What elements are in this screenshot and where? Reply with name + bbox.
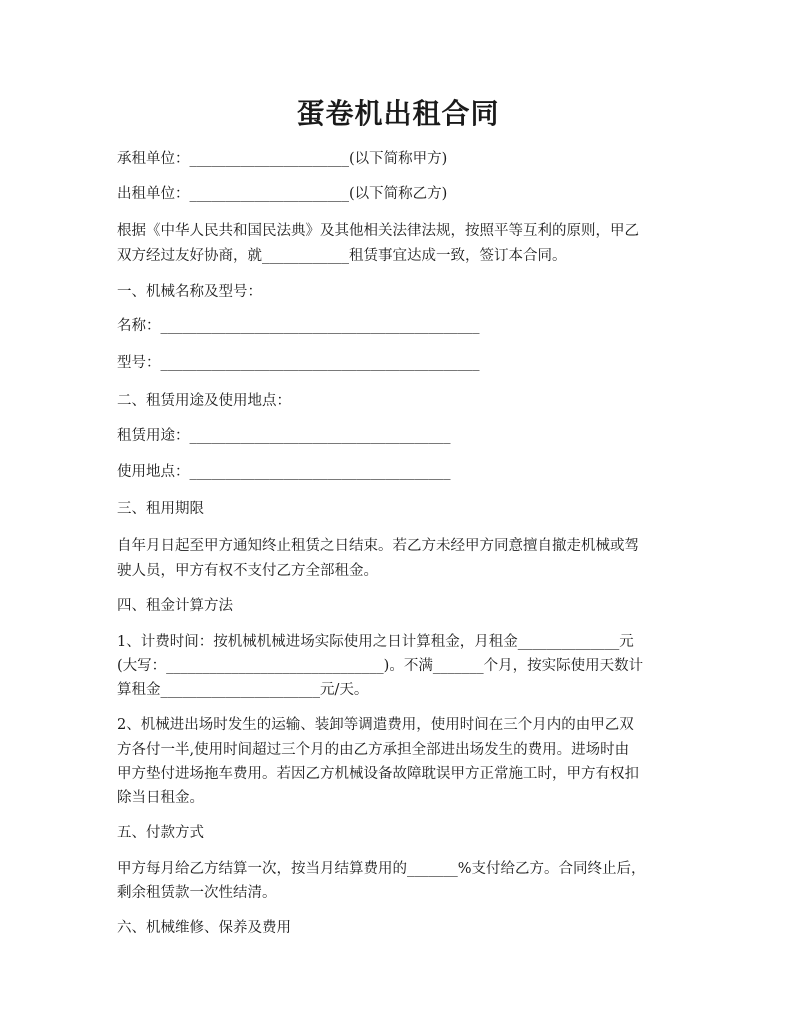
rent-clause-1-line-3: 算租金______________________元/天。	[117, 682, 369, 698]
rent-clause-2-line-3: 甲方垫付进场拖车费用。若因乙方机械设备故障耽误甲方正常施工时，甲方有权扣	[117, 766, 639, 782]
rent-clause-1-line-2: (大写：______________________________)。不满_______个月，按实际使用天数计	[117, 658, 644, 674]
lessee-line: 承租单位：______________________(以下简称甲方)	[117, 151, 448, 167]
payment-line-1: 甲方每月给乙方结算一次，按当月结算费用的_______%支付给乙方。合同终止后，	[117, 861, 646, 877]
preamble-line-2: 双方经过友好协商，就____________租赁事宜达成一致，签订本合同。	[117, 248, 567, 264]
rent-clause-1-line-1: 1、计费时间：按机械机械进场实际使用之日计算租金，月租金______________元	[117, 634, 634, 650]
rent-clause-2-line-1: 2、机械进出场时发生的运输、装卸等调遣费用，使用时间在三个月内的由甲乙双	[117, 717, 634, 733]
preamble-line-1: 根据《中华人民共和国民法典》及其他相关法律法规，按照平等互利的原则，甲乙	[117, 223, 639, 239]
usage-line: 租赁用途：____________________________________	[117, 428, 451, 444]
rent-clause-2-line-2: 方各付一半,使用时间超过三个月的由乙方承担全部进出场发生的费用。进场时由	[117, 742, 630, 758]
section-3-heading: 三、租用期限	[117, 501, 204, 517]
lessor-line: 出租单位：______________________(以下简称乙方)	[117, 186, 448, 202]
rent-clause-2-line-4: 除当日租金。	[117, 790, 204, 806]
term-line-2: 驶人员，甲方有权不支付乙方全部租金。	[117, 563, 378, 579]
section-6-heading: 六、机械维修、保养及费用	[117, 920, 291, 936]
section-4-heading: 四、租金计算方法	[117, 598, 233, 614]
section-1-heading: 一、机械名称及型号：	[117, 284, 262, 300]
machine-name-line: 名称：____________________________________________	[117, 318, 480, 334]
payment-line-2: 剩余租赁款一次性结清。	[117, 885, 277, 901]
section-5-heading: 五、付款方式	[117, 825, 204, 841]
machine-model-line: 型号：____________________________________________	[117, 355, 480, 371]
term-line-1: 自年月日起至甲方通知终止租赁之日结束。若乙方未经甲方同意擅自撤走机械或驾	[117, 538, 639, 554]
section-2-heading: 二、租赁用途及使用地点：	[117, 393, 291, 409]
document-title: 蛋卷机出租合同	[296, 97, 500, 130]
location-line: 使用地点：____________________________________	[117, 464, 451, 480]
